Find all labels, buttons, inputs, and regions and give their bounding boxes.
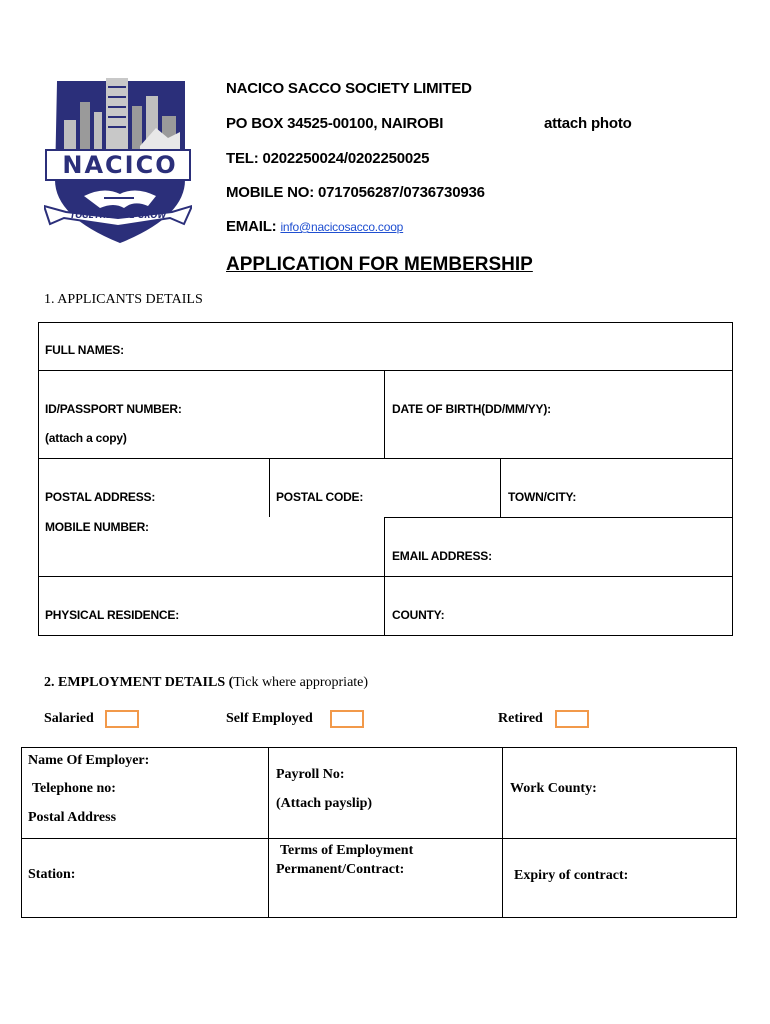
station-field[interactable]: Station: <box>28 867 76 882</box>
attach-copy-note: (attach a copy) <box>45 431 127 445</box>
section-employment-heading <box>44 675 368 691</box>
employment-heading-note: Tick where appropriate) <box>233 675 369 690</box>
permanent-contract-field[interactable]: Permanent/Contract: <box>276 862 405 877</box>
page-title: APPLICATION FOR MEMBERSHIP <box>226 254 533 275</box>
col-divider <box>502 747 503 918</box>
id-passport-field[interactable]: ID/PASSPORT NUMBER: <box>45 402 182 416</box>
terms-of-employment-label: Terms of Employment <box>280 843 414 858</box>
retired-label: Retired <box>498 711 543 726</box>
email-link[interactable]: info@nacicosacco.coop <box>280 220 404 234</box>
col-divider <box>384 517 385 636</box>
row-divider <box>38 576 733 577</box>
physical-residence-field[interactable]: PHYSICAL RESIDENCE: <box>45 608 180 622</box>
row-divider <box>38 458 733 459</box>
self-employed-label: Self Employed <box>226 711 313 726</box>
county-field[interactable]: COUNTY: <box>392 608 445 622</box>
date-of-birth-field[interactable]: DATE OF BIRTH(DD/MM/YY): <box>392 402 551 416</box>
org-name: NACICO SACCO SOCIETY LIMITED <box>226 80 472 97</box>
full-names-field[interactable]: FULL NAMES: <box>45 343 124 357</box>
email-line <box>226 218 403 235</box>
email-address-field[interactable]: EMAIL ADDRESS: <box>392 549 492 563</box>
telephone-field[interactable]: Telephone no: <box>32 781 116 796</box>
postal-address-field[interactable]: POSTAL ADDRESS: <box>45 490 156 504</box>
self-employed-checkbox[interactable] <box>330 710 364 728</box>
attach-payslip-note: (Attach payslip) <box>276 796 373 811</box>
email-label: EMAIL: <box>226 218 277 235</box>
expiry-of-contract-field[interactable]: Expiry of contract: <box>514 868 629 883</box>
row-divider <box>384 517 733 518</box>
retired-checkbox[interactable] <box>555 710 589 728</box>
row-divider <box>21 838 737 839</box>
section-applicants-heading: 1. APPLICANTS DETAILS <box>44 292 203 307</box>
po-box: PO BOX 34525-00100, NAIROBI <box>226 115 444 132</box>
row-divider <box>38 370 733 371</box>
salaried-checkbox[interactable] <box>105 710 139 728</box>
employment-heading-text: 2. EMPLOYMENT DETAILS ( <box>44 675 234 690</box>
salaried-label: Salaried <box>44 711 94 726</box>
postal-code-field[interactable]: POSTAL CODE: <box>276 490 364 504</box>
attach-photo-label: attach photo <box>544 115 632 132</box>
col-divider <box>269 458 270 517</box>
town-city-field[interactable]: TOWN/CITY: <box>508 490 577 504</box>
work-county-field[interactable]: Work County: <box>510 781 597 796</box>
col-divider <box>500 458 501 517</box>
logo-wordmark: NACICO <box>62 151 178 179</box>
name-of-employer-field[interactable]: Name Of Employer: <box>28 753 150 768</box>
payroll-no-field[interactable]: Payroll No: <box>276 767 345 782</box>
telephone-line: TEL: 0202250024/0202250025 <box>226 150 430 167</box>
col-divider <box>268 747 269 918</box>
employer-postal-address-field[interactable]: Postal Address <box>28 810 117 825</box>
logo-motto: TOGETHER WE GROW <box>69 211 167 220</box>
nacico-logo <box>44 76 192 248</box>
mobile-number-field[interactable]: MOBILE NUMBER: <box>45 520 149 534</box>
mobile-line: MOBILE NO: 0717056287/0736730936 <box>226 184 485 201</box>
employment-details-table <box>21 747 737 918</box>
col-divider <box>384 370 385 458</box>
